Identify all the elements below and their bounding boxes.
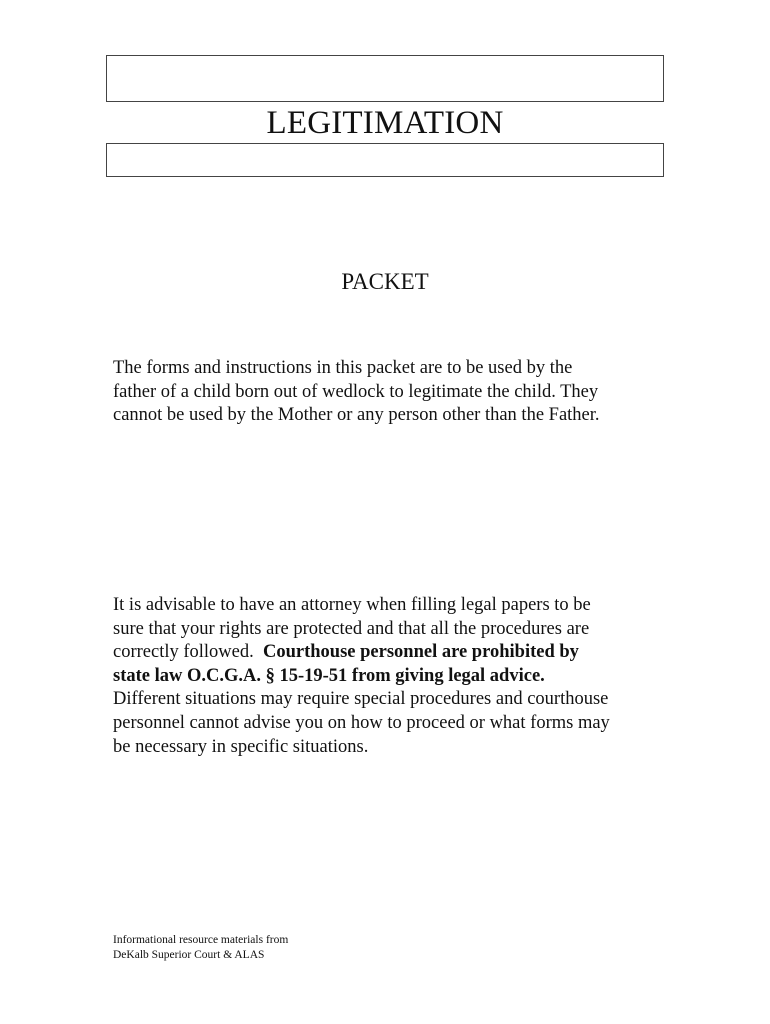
legal-advice-warning: state law O.C.G.A. § 15-19-51 from giving legal advice.	[113, 665, 545, 686]
intro-line: cannot be used by the Mother or any person other than the Father.	[113, 405, 600, 426]
advisory-line: sure that your rights are protected and that all the procedures are	[113, 618, 590, 639]
advisory-paragraph	[113, 594, 673, 759]
intro-line: father of a child born out of wedlock to legitimate the child. They	[113, 381, 599, 402]
footer-line: Informational resource materials from	[113, 934, 289, 946]
footer-note	[113, 933, 288, 963]
advisory-line: personnel cannot advise you on how to proceed or what forms may	[113, 712, 610, 733]
title-top-box	[106, 55, 664, 102]
document-subtitle: PACKET	[341, 269, 429, 294]
advisory-line: Different situations may require special procedures and courthouse	[113, 689, 609, 710]
advisory-line: It is advisable to have an attorney when filling legal papers to be	[113, 595, 591, 615]
legal-advice-warning: Courthouse personnel are prohibited by	[263, 642, 579, 663]
advisory-line: be necessary in specific situations.	[113, 736, 369, 757]
advisory-line: correctly followed.	[113, 642, 263, 663]
intro-paragraph	[113, 357, 673, 428]
footer-line: DeKalb Superior Court & ALAS	[113, 949, 265, 961]
intro-line: The forms and instructions in this packet are to be used by the	[113, 358, 573, 378]
document-title: LEGITIMATION	[266, 105, 504, 141]
title-bottom-box	[106, 143, 664, 177]
